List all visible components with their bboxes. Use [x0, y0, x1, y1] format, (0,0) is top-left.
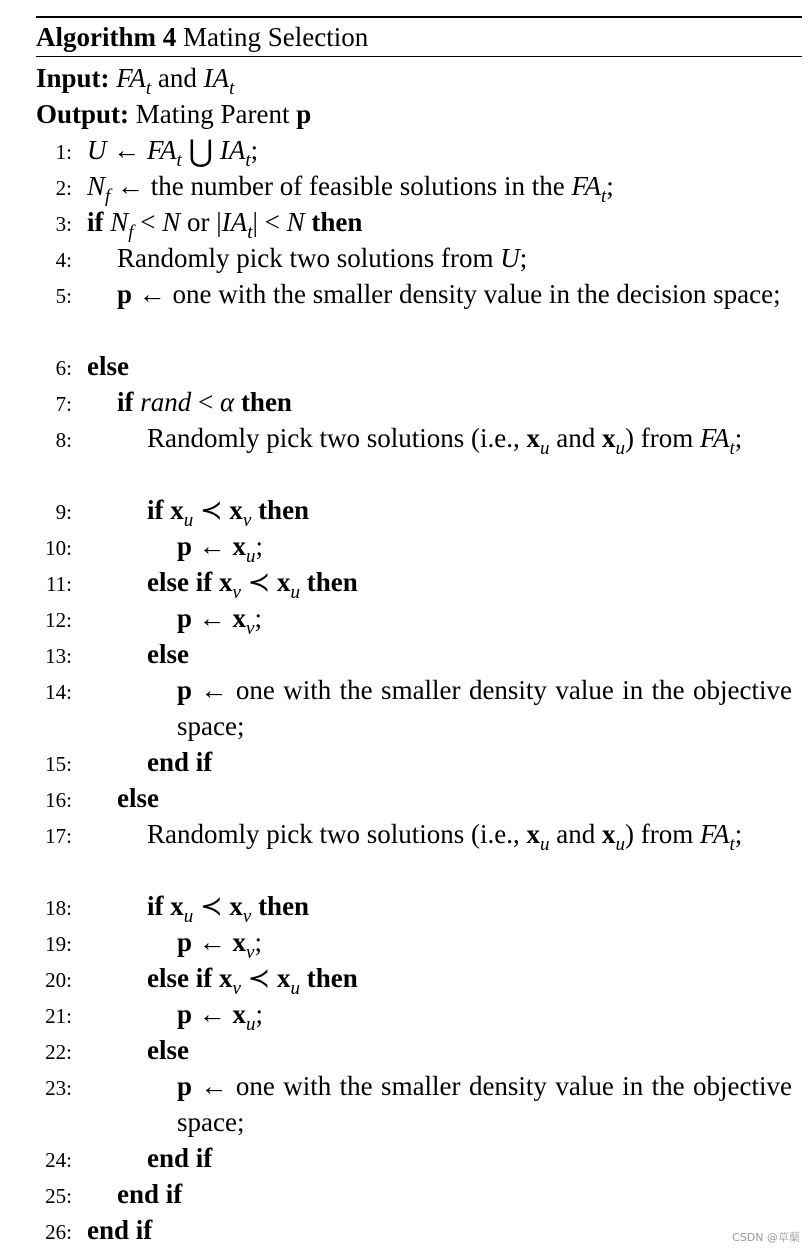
line-code: end if [87, 1215, 153, 1245]
line-code: else if $x_v$ ≺ $x_u$ then [147, 963, 358, 999]
line-number: 14: [45, 680, 72, 704]
line-code: end if [147, 1143, 213, 1173]
line-number: 7: [55, 392, 72, 416]
line-code: Randomly pick two solutions (i.e., $x_u$ and $x_u$) from $FA_t$; [147, 423, 743, 459]
line-code: p ← one with the smaller density value in the objective space; [177, 675, 792, 741]
line-number: 16: [45, 788, 72, 812]
watermark: CSDN @草蘖 [732, 1231, 800, 1244]
line-code: end if [117, 1179, 183, 1209]
line-code: p ← one with the smaller density value in the objective space; [177, 1071, 792, 1137]
line-number: 8: [55, 428, 72, 452]
line-code: U ← $FA_t$ ⋃ $IA_t$; [87, 135, 259, 171]
line-number: 2: [55, 176, 72, 200]
line-number: 21: [45, 1004, 72, 1028]
line-code: end if [147, 747, 213, 777]
line-number: 3: [55, 212, 72, 236]
line-code: else [147, 639, 189, 669]
line-number: 18: [45, 896, 72, 920]
line-code: Randomly pick two solutions (i.e., $x_u$ and $x_u$) from $FA_t$; [147, 819, 743, 855]
line-code: else [147, 1035, 189, 1065]
line-code: $N_f$ ← the number of feasible solutions in the $FA_t$; [87, 171, 614, 207]
line-number: 23: [45, 1076, 72, 1100]
line-code: p ← $x_u$; [177, 531, 264, 567]
line-number: 1: [55, 140, 72, 164]
line-code: p ← $x_u$; [177, 999, 264, 1035]
line-number: 10: [45, 536, 72, 560]
line-code: p ← one with the smaller density value in the decision space; [117, 279, 781, 309]
line-number: 17: [45, 824, 72, 848]
algorithm-label: Algorithm 4 [36, 22, 177, 52]
line-code: p ← $x_v$; [177, 927, 262, 963]
line-number: 26: [45, 1220, 72, 1244]
input-line [36, 60, 234, 100]
output-label: Output: [36, 99, 130, 129]
line-number: 4: [55, 248, 72, 272]
line-number: 9: [55, 500, 72, 524]
algorithm-name: Mating Selection [182, 22, 369, 52]
line-number: 5: [55, 284, 72, 308]
line-code: Randomly pick two solutions from U; [117, 243, 528, 273]
line-code: if $N_f < N$ or $|IA_t| < N$ then [87, 207, 363, 243]
line-code: if $x_u$ ≺ $x_v$ then [147, 495, 310, 531]
header-rule [36, 56, 802, 57]
line-code: else [117, 783, 159, 813]
input-label: Input: [36, 63, 110, 93]
line-code: p ← $x_v$; [177, 603, 262, 639]
line-code: if $x_u$ ≺ $x_v$ then [147, 891, 310, 927]
line-number: 25: [45, 1184, 72, 1208]
line-number: 6: [55, 356, 72, 380]
top-rule [36, 16, 802, 18]
line-number: 13: [45, 644, 72, 668]
line-number: 22: [45, 1040, 72, 1064]
line-code: else if $x_v$ ≺ $x_u$ then [147, 567, 358, 603]
line-number: 12: [45, 608, 72, 632]
line-number: 24: [45, 1148, 72, 1172]
line-number: 19: [45, 932, 72, 956]
line-code: else [87, 351, 129, 381]
output-line [36, 96, 311, 132]
algorithm-title [36, 19, 368, 55]
input-text: $FA_t$ and $IA_t$ [116, 63, 235, 99]
line-number: 15: [45, 752, 72, 776]
line-code: if rand < α then [117, 387, 292, 417]
line-number: 20: [45, 968, 72, 992]
line-number: 11: [45, 572, 72, 596]
output-text: Mating Parent p [135, 99, 312, 129]
